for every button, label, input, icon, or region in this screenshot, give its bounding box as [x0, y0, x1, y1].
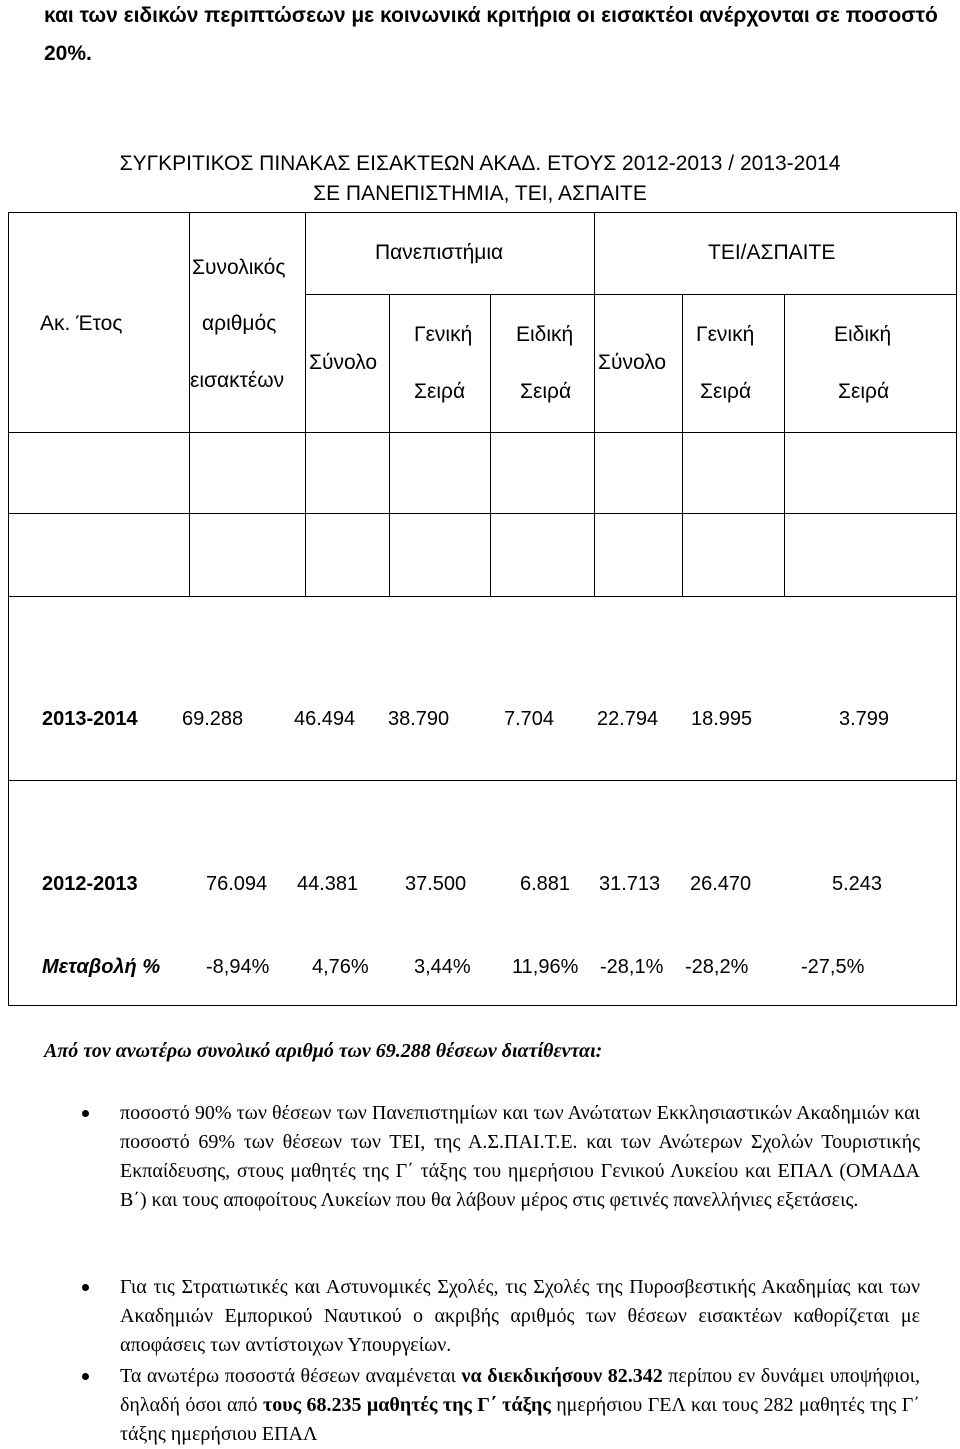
- cell-tei-sum: 31.713: [599, 873, 661, 895]
- bullet-3-text-b: να διεκδικήσουν 82.342: [461, 1365, 663, 1387]
- bullet-item-2: Για τις Στρατιωτικές και Αστυνομικές Σχολές, τις Σχολές της Πυροσβεστικής Ακαδημίας και των Ακαδημιών Εμπορικού Ναυτικού ο ακριβής αριθμός των θέσεων εισακτέων καθορίζεται με αποφάσεις των αντίστοιχων Υπουργείων.: [120, 1276, 920, 1356]
- cell-uni-sum: 44.381: [297, 873, 359, 895]
- table-title-line-1: ΣΥΓΚΡΙΤΙΚΟΣ ΠΙΝΑΚΑΣ ΕΙΣΑΚΤΕΩΝ ΑΚΑΔ. ΕΤΟΥΣ 2012-2013 / 2013-2014: [119, 152, 841, 175]
- cell-uni-special: 6.881: [520, 873, 571, 895]
- header-tei-special-series: Σειρά: [838, 380, 890, 403]
- row-label: 2013-2014: [42, 708, 138, 730]
- header-uni-special: Ειδική: [516, 323, 574, 346]
- header-tei-aspaite: ΤΕΙ/ΑΣΠΑΙΤΕ: [708, 241, 836, 264]
- header-uni-special-series: Σειρά: [520, 380, 572, 403]
- cell-total: -8,94%: [206, 956, 270, 978]
- cell-tei-special: -27,5%: [801, 956, 865, 978]
- cell-uni-special: 11,96%: [512, 956, 579, 978]
- row-label: 2012-2013: [42, 873, 138, 895]
- cell-total: 69.288: [182, 708, 244, 730]
- table-title-line-2: ΣΕ ΠΑΝΕΠΙΣΤΗΜΙΑ, ΤΕΙ, ΑΣΠΑΙΤΕ: [313, 182, 647, 205]
- header-year: Ακ. Έτος: [40, 312, 123, 335]
- header-tei-sum: Σύνολο: [598, 351, 667, 374]
- cell-uni-general: 37.500: [405, 873, 467, 895]
- bullet-3-text-e: ημερήσιου ΓΕΛ και τους 282 μαθητές της Γ΄ τάξης ημερήσιου ΕΠΑΛ: [120, 1394, 920, 1445]
- header-universities: Πανεπιστήμια: [375, 241, 504, 264]
- header-total-line-1: Συνολικός: [192, 256, 286, 279]
- header-total-line-3: εισακτέων: [190, 369, 285, 392]
- row-label: Μεταβολή %: [42, 956, 161, 978]
- cell-uni-sum: 4,76%: [312, 956, 369, 978]
- header-tei-general-series: Σειρά: [700, 380, 752, 403]
- cell-tei-general: 18.995: [691, 708, 753, 730]
- bullet-dot-icon: [82, 1110, 89, 1117]
- intro-line-2: 20%.: [44, 42, 92, 65]
- cell-tei-special: 5.243: [832, 873, 883, 895]
- cell-uni-sum: 46.494: [294, 708, 356, 730]
- cell-uni-general: 38.790: [388, 708, 450, 730]
- intro-line-1: και των ειδικών περιπτώσεων με κοινωνικά κριτήρια οι εισακτέοι ανέρχονται σε ποσοστό: [44, 4, 938, 27]
- bullet-3-text-a: Τα ανωτέρω ποσοστά θέσεων αναμένεται: [120, 1365, 462, 1387]
- bullet-item-1: ποσοστό 90% των θέσεων των Πανεπιστημίων και των Ανώτατων Εκκλησιαστικών Ακαδημιών και ποσοστό 69% των θέσεων των ΤΕΙ, της Α.Σ.ΠΑΙ.Τ.Ε. και των Ανώτερων Σχολών Τουριστικής Εκπαίδευσης, στους μαθητές της Γ΄ τάξης του ημερήσιου Γενικού Λυκείου και ΕΠΑΛ (ΟΜΑΔΑ Β΄) και τους αποφοίτους Λυκείων που θα λάβουν μέρος στις φετινές πανελλήνιες εξετάσεις.: [120, 1102, 920, 1211]
- header-uni-general-series: Σειρά: [414, 380, 466, 403]
- header-uni-sum: Σύνολο: [309, 351, 378, 374]
- cell-uni-general: 3,44%: [414, 956, 471, 978]
- cell-tei-general: 26.470: [690, 873, 752, 895]
- bullet-item-3: [120, 1362, 920, 1449]
- cell-tei-sum: 22.794: [597, 708, 659, 730]
- bullet-3-text-d: τους 68.235 μαθητές της Γ΄ τάξης: [263, 1394, 551, 1416]
- cell-tei-sum: -28,1%: [600, 956, 664, 978]
- bullet-3-text-c: περίπου εν δυνάμει υποψήφιοι, δηλαδή όσοι από: [120, 1365, 920, 1416]
- cell-uni-special: 7.704: [504, 708, 555, 730]
- lead-sentence: Από τον ανωτέρω συνολικό αριθμό των 69.288 θέσεων διατίθενται:: [44, 1040, 603, 1062]
- header-total-line-2: αριθμός: [202, 312, 277, 335]
- cell-tei-special: 3.799: [839, 708, 890, 730]
- cell-total: 76.094: [206, 873, 268, 895]
- cell-tei-general: -28,2%: [685, 956, 749, 978]
- bullet-dot-icon: [82, 1284, 89, 1291]
- header-tei-special: Ειδική: [834, 323, 892, 346]
- bullet-dot-icon: [82, 1373, 89, 1380]
- header-tei-general: Γενική: [696, 323, 755, 346]
- header-uni-general: Γενική: [414, 323, 473, 346]
